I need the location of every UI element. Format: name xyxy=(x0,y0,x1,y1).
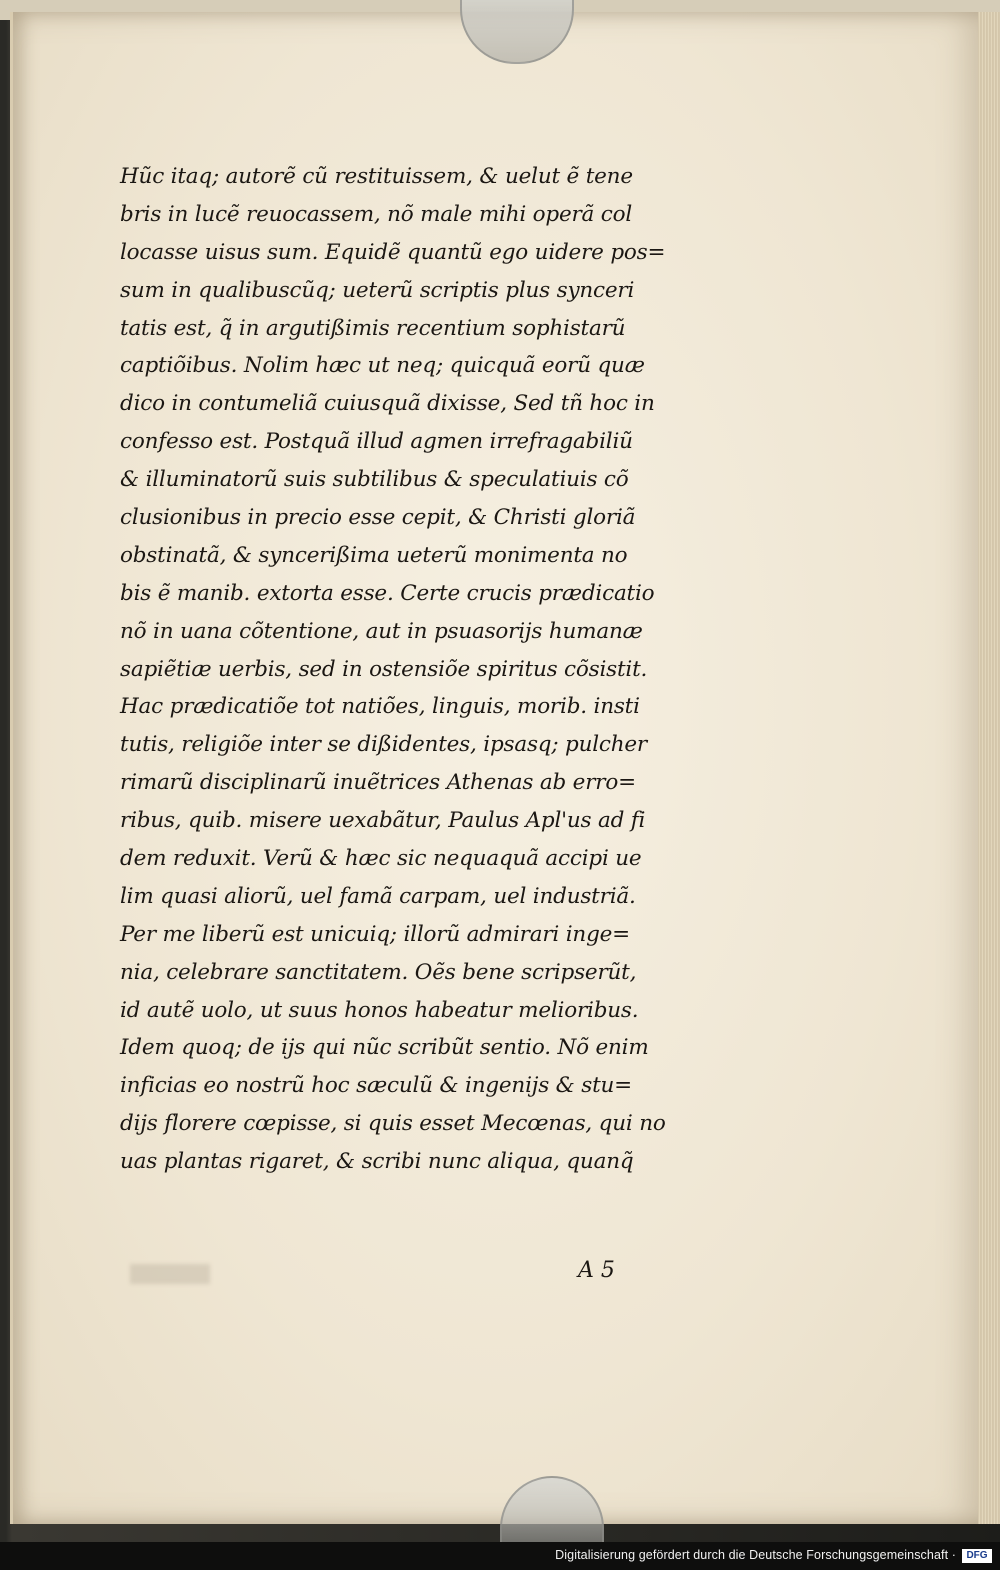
text-line: sapiẽtiæ uerbis, sed in ostensiõe spiritus cõsistit. xyxy=(120,656,648,682)
text-line: uas plantas rigaret, & scribi nunc aliqua, quanq̃ xyxy=(120,1149,634,1175)
ink-smudge xyxy=(130,1264,210,1284)
text-line: dijs florere cœpisse, si quis esset Mecœnas, qui no xyxy=(120,1111,666,1137)
signature-mark: A 5 xyxy=(578,1258,615,1283)
text-line: Idem quoq; de ijs qui nũc scribũt sentio. Nõ enim xyxy=(120,1035,649,1061)
text-line: bis ẽ manib. extorta esse. Certe crucis prædicatio xyxy=(120,580,655,606)
text-line: obstinatã, & syncerißima ueterũ monimenta no xyxy=(120,542,628,568)
text-line: locasse uisus sum. Equidẽ quantũ ego uidere pos= xyxy=(120,239,666,265)
text-line: lim quasi aliorũ, uel famã carpam, uel industriã. xyxy=(120,883,636,909)
text-line: ribus, quib. misere uexabãtur, Paulus Apl'us ad fi xyxy=(120,808,646,834)
text-line: bris in lucẽ reuocassem, nõ male mihi operã col xyxy=(120,201,633,227)
funding-credit: Digitalisierung gefördert durch die Deutsche Forschungsgemeinschaft · xyxy=(555,1548,956,1562)
page-edges xyxy=(978,12,1000,1524)
text-line: dico in contumeliã cuiusquã dixisse, Sed tñ hoc in xyxy=(120,391,655,417)
text-line: clusionibus in precio esse cepit, & Christi gloriã xyxy=(120,505,636,531)
text-line: sum in qualibuscũq; ueterũ scriptis plus synceri xyxy=(120,277,635,303)
text-line: inficias eo nostrũ hoc sæculũ & ingenijs & stu= xyxy=(120,1073,632,1099)
text-line: rimarũ disciplinarũ inuẽtrices Athenas ab erro= xyxy=(120,770,636,796)
text-line: tatis est, q̃ in argutißimis recentium sophistarũ xyxy=(120,315,626,341)
text-line: nia, celebrare sanctitatem. Oẽs bene scripserũt, xyxy=(120,959,637,985)
dfg-logo: DFG xyxy=(962,1549,992,1563)
text-line: nõ in uana cõtentione, aut in psuasorijs humanæ xyxy=(120,618,643,644)
text-line: id autẽ uolo, ut suus honos habeatur melioribus. xyxy=(120,997,639,1023)
text-line: dem reduxit. Verũ & hæc sic nequaquã accipi ue xyxy=(120,846,642,872)
text-line: tutis, religiõe inter se dißidentes, ipsasq; pulcher xyxy=(120,732,648,758)
text-line: confesso est. Postquã illud agmen irrefragabiliũ xyxy=(120,429,633,455)
page-text xyxy=(120,158,720,1181)
text-line: Hũc itaq; autorẽ cũ restituissem, & uelut ẽ tene xyxy=(120,164,633,189)
text-line: Per me liberũ est unicuiq; illorũ admirari inge= xyxy=(120,921,630,947)
text-line: & illuminatorũ suis subtilibus & speculatiuis cõ xyxy=(120,467,629,493)
text-line: Hac prædicatiõe tot natiões, linguis, morib. insti xyxy=(120,694,640,720)
text-line: captiõibus. Nolim hæc ut neq; quicquã eorũ quæ xyxy=(120,353,645,379)
